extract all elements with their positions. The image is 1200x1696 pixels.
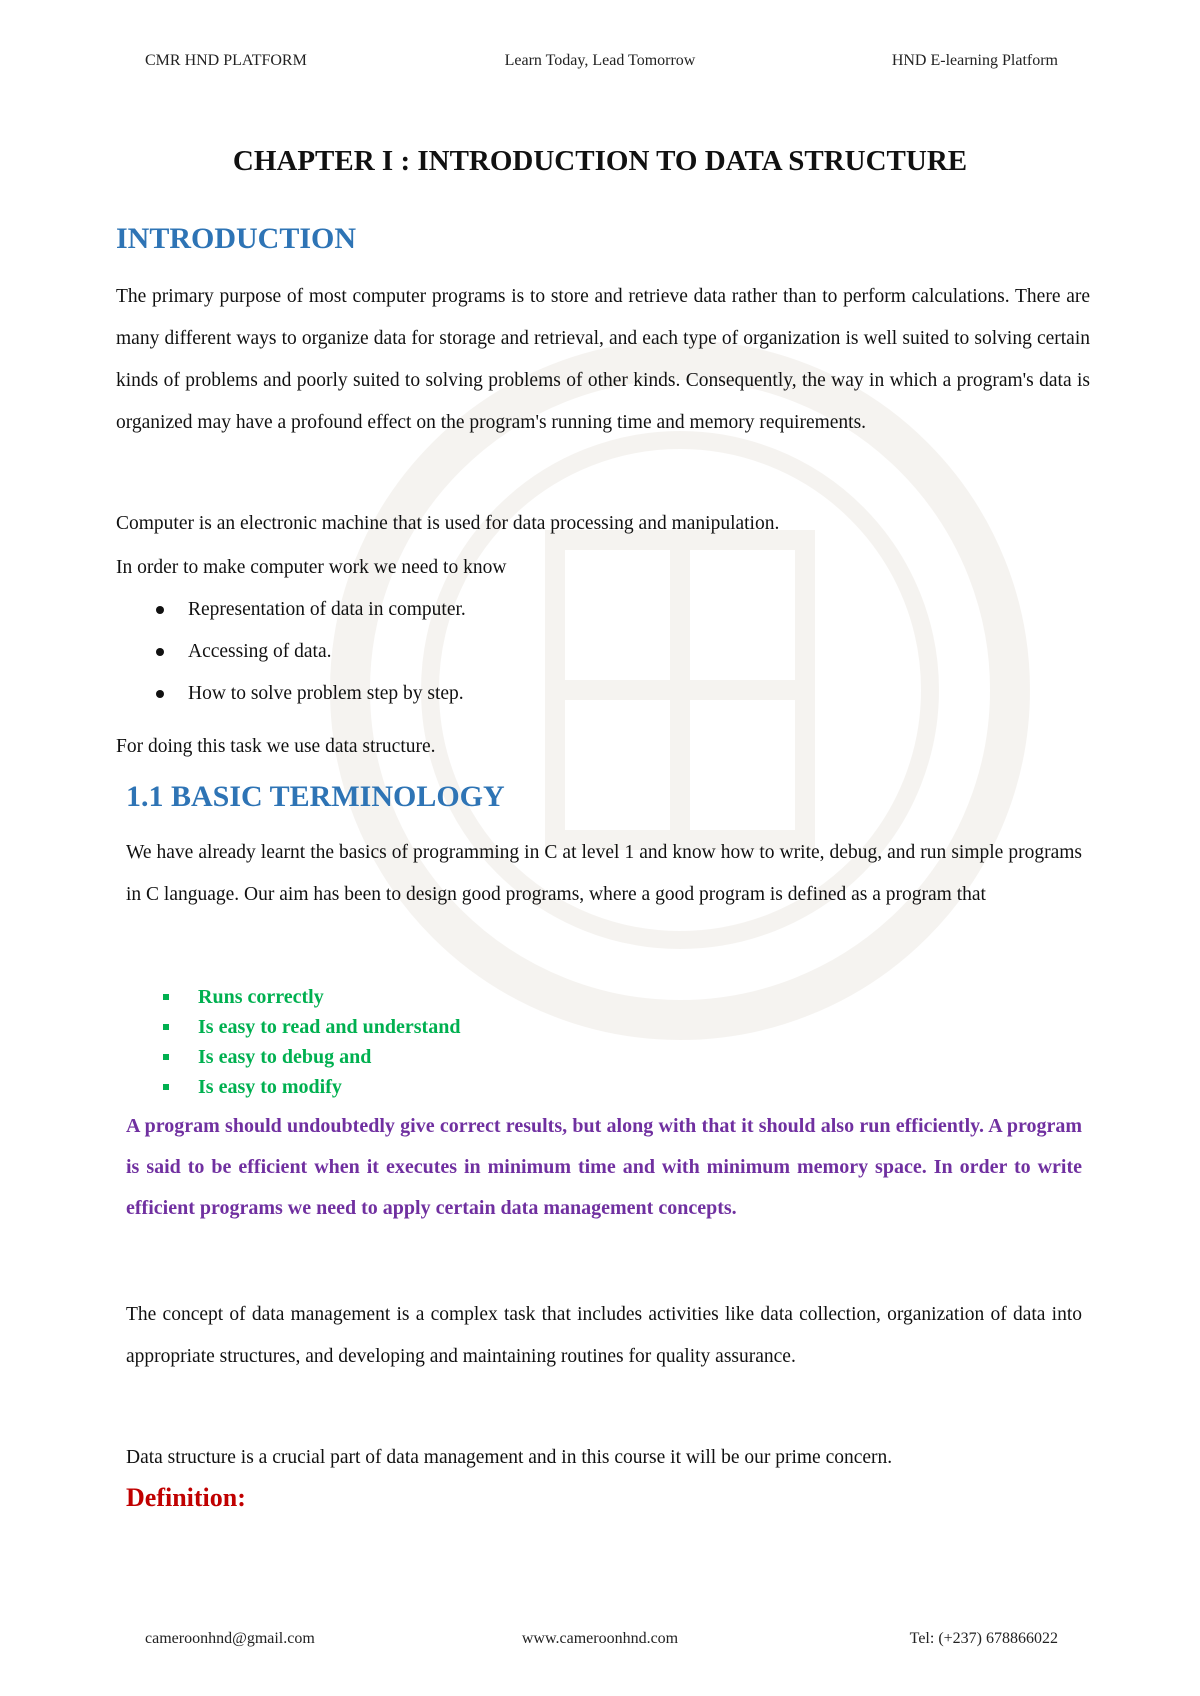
- requirements-list: [150, 596, 466, 722]
- computer-definition-line: Computer is an electronic machine that is used for data processing and manipulation.: [116, 513, 780, 534]
- header-right-text: HND E-learning Platform: [891, 52, 1058, 69]
- header-left-text: CMR HND PLATFORM: [145, 52, 307, 69]
- basic-terminology-heading: 1.1 BASIC TERMINOLOGY: [126, 780, 505, 813]
- header-center-text: Learn Today, Lead Tomorrow: [504, 52, 696, 69]
- introduction-heading: INTRODUCTION: [116, 222, 357, 255]
- definition-heading: Definition:: [126, 1483, 246, 1512]
- lead-in-line: In order to make computer work we need to know: [116, 557, 507, 578]
- footer-website[interactable]: www.cameroonhnd.com: [521, 1630, 679, 1647]
- prime-concern-line: Data structure is a crucial part of data management and in this course it will be our prime concern.: [126, 1447, 893, 1468]
- page-footer: [0, 1630, 1200, 1654]
- basic-terminology-paragraph: We have already learnt the basics of programming in C at level 1 and know how to write, debug, and run simple programs in C language. Our aim has been to design good programs, where a good program is defined as a program that: [126, 842, 1082, 905]
- list-item: Is easy to modify: [160, 1072, 460, 1102]
- introduction-paragraph: The primary purpose of most computer programs is to store and retrieve data rather than to perform calculations. There are many different ways to organize data for storage and retrieval, and each type of organization is well suited to solving certain kinds of problems and poorly suited to solving problems of other kinds. Consequently, the way in which a program's data is organized may have a profound effect on the program's running time and memory requirements.: [116, 286, 1090, 433]
- list-item: Runs correctly: [160, 982, 460, 1012]
- list-item: Is easy to debug and: [160, 1042, 460, 1072]
- list-item: Accessing of data.: [150, 638, 466, 680]
- footer-email[interactable]: cameroonhnd@gmail.com: [145, 1630, 315, 1647]
- chapter-title: CHAPTER I : INTRODUCTION TO DATA STRUCTURE: [232, 145, 968, 177]
- program-qualities-list: [160, 982, 460, 1102]
- efficiency-emphasis-paragraph: A program should undoubtedly give correct results, but along with that it should also run efficiently. A program is said to be efficient when it executes in minimum time and with minimum memory space. In order to write efficient programs we need to apply certain data management concepts.: [126, 1115, 1082, 1219]
- list-item: Is easy to read and understand: [160, 1012, 460, 1042]
- closing-line: For doing this task we use data structure.: [116, 736, 436, 757]
- list-item: Representation of data in computer.: [150, 596, 466, 638]
- footer-phone: Tel: (+237) 678866022: [909, 1630, 1058, 1647]
- data-management-paragraph: The concept of data management is a complex task that includes activities like data collection, organization of data into appropriate structures, and developing and maintaining routines for quality assurance.: [126, 1304, 1082, 1367]
- page-header: [0, 52, 1200, 76]
- list-item: How to solve problem step by step.: [150, 680, 466, 722]
